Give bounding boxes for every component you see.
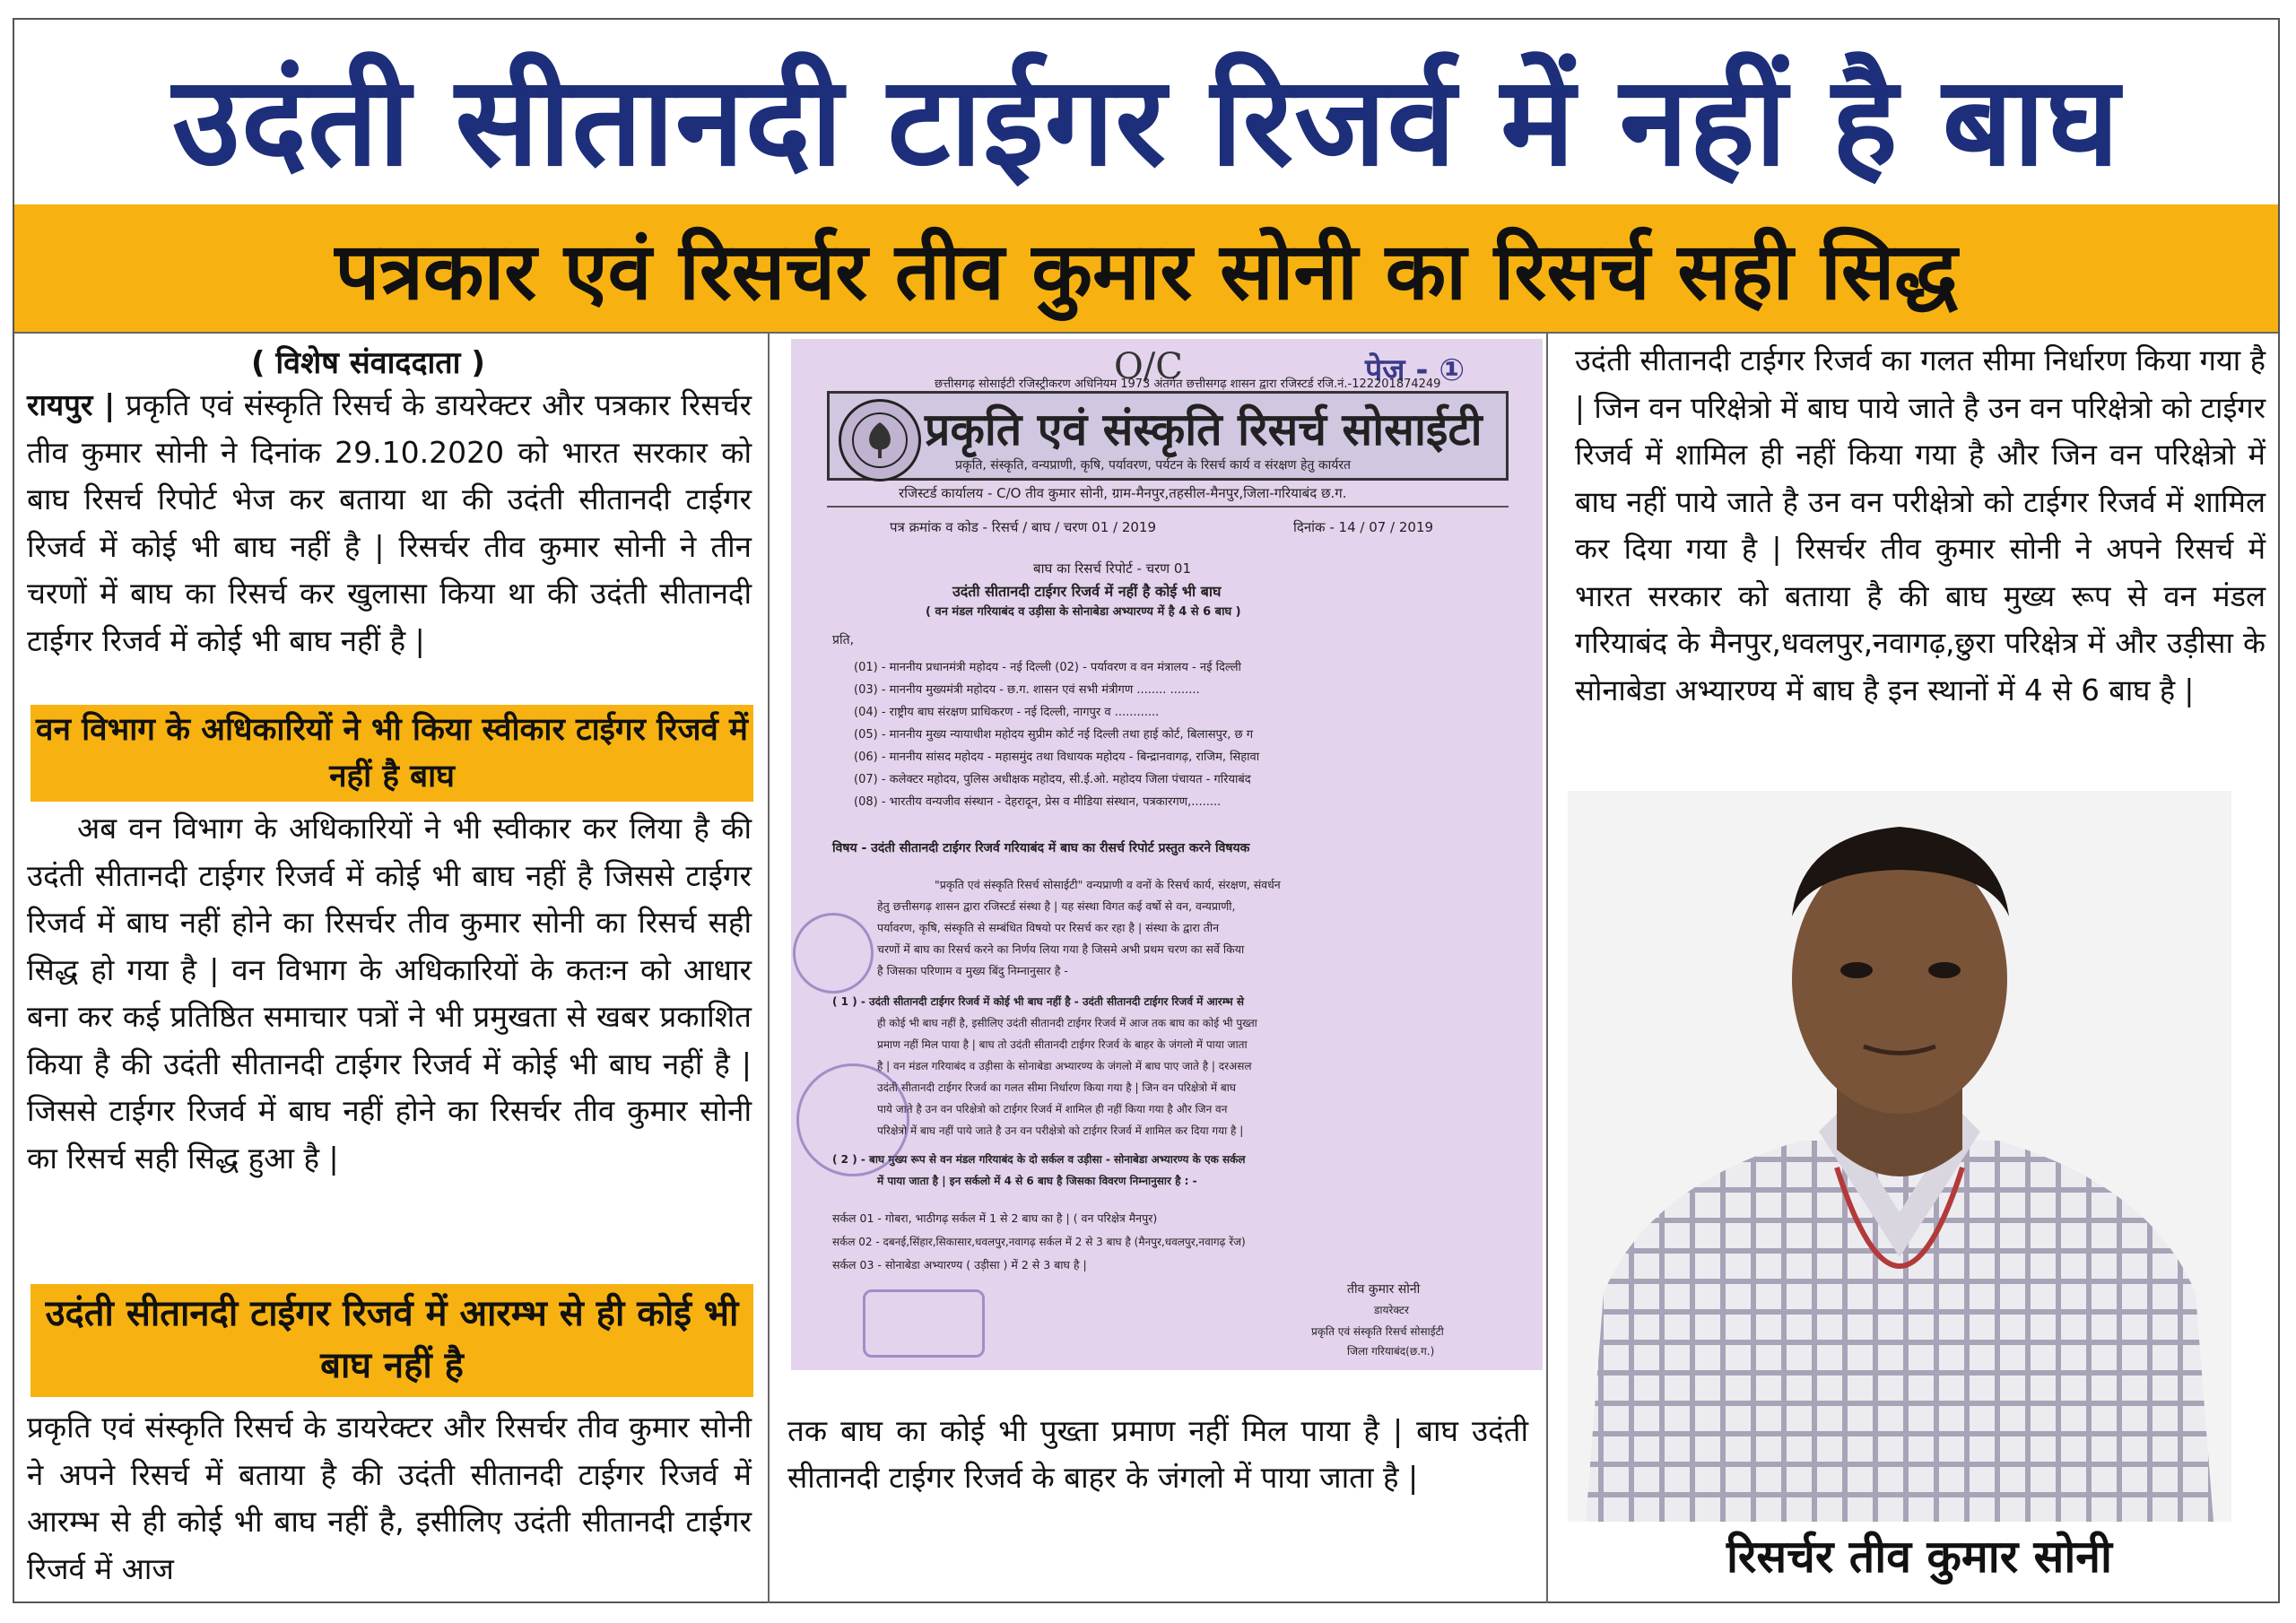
letter-body-line: हेतु छत्तीसगढ़ शासन द्वारा रजिस्टर्ड संस्था है | यह संस्था विगत कई वर्षो से वन, वन्यप्राणी, <box>877 899 1236 913</box>
received-stamp-icon <box>793 913 874 994</box>
letter-top-line: छत्तीसगढ़ सोसाईटी रजिस्ट्रीकरण अधिनियम 1973 अंतर्गत छत्तीसगढ़ शासन द्वारा रजिस्टर्ड रजि.नं.-122201874249 <box>935 378 1441 391</box>
letter-recipient: (06) - माननीय सांसद महोदय - महासमुंद तथा विधायक महोदय - बिन्द्रानवागढ़, राजिम, सिहावा <box>854 751 1260 764</box>
letter-report-title: बाघ का रिसर्च रिपोर्ट - चरण 01 <box>1033 560 1192 577</box>
col3-paragraph: उदंती सीतानदी टाईगर रिजर्व का गलत सीमा निर्धारण किया गया है | जिन वन परिक्षेत्रो में बाघ पाये जाते है उन वन परिक्षेत्रो को टाईगर रिजर्व में शामिल ही नहीं किया गया है और जिन वन परिक्षेत्रो में बाघ नहीं पाये जाते है उन वन परीक्षेत्रो को टाईगर रिजर्व में शामिल कर दिया गया है | रिसर्चर तीव कुमार सोनी ने अपने रिसर्च में भारत सरकार को बताया है की बाघ मुख्य रूप से वन मंडल गरियाबंद के मैनपुर,धवलपुर,नवागढ़,छुरा परिक्षेत्र में और उड़ीसा के सोनाबेडा अभ्यारण्य में बाघ है इन स्थानों में 4 से 6 बाघ है | <box>1575 343 2266 707</box>
letter-date: दिनांक - 14 / 07 / 2019 <box>1293 519 1434 535</box>
letter-body-line: है | वन मंडल गरियाबंद व उड़ीसा के सोनाबेडा अभ्यारण्य के जंगलो में बाघ पाए जाते है | दरअसल <box>877 1060 1252 1072</box>
letter-prati: प्रति, <box>832 633 855 647</box>
letter-org-name: प्रकृति एवं संस्कृति रिसर्च सोसाईटी <box>925 404 1483 456</box>
col1-paragraph-3: प्रकृति एवं संस्कृति रिसर्च के डायरेक्टर और रिसर्चर तीव कुमार सोनी ने अपने रिसर्च में बताया है की उदंती सीतानदी टाईगर रिजर्व में आरम्भ से ही कोई भी बाघ नहीं है, इसीलिए उदंती सीतानदी टाईगर रिजर्व में आज <box>27 1410 752 1586</box>
column-divider-1 <box>768 334 770 1603</box>
letter-body-line: उदंती सीतानदी टाईगर रिजर्व का गलत सीमा निर्धारण किया गया है | जिन वन परिक्षेत्रो में बाघ <box>877 1081 1236 1094</box>
letter-recipient: (05) - माननीय मुख्य न्यायाधीश महोदय सुप्रीम कोर्ट नई दिल्ली तथा हाई कोर्ट, बिलासपुर, छ ग <box>854 728 1254 742</box>
col1-para1-text: प्रकृति एवं संस्कृति रिसर्च के डायरेक्टर और पत्रकार रिसर्चर तीव कुमार सोनी ने दिनांक 29.10.2020 को भारत सरकार को बाघ रिसर्च रिपोर्ट भेज कर बताया था की उदंती सीतानदी टाईगर रिजर्व में कोई भी बाघ नहीं है | रिसर्चर तीव कुमार सोनी ने तीन चरणों में बाघ का रिसर्च कर खुलासा किया था की उदंती सीतानदी टाईगर रिजर्व में कोई भी बाघ नहीं है | <box>27 387 752 658</box>
byline: ( विशेष संवाददाता ) <box>251 345 485 381</box>
col1-paragraph-1 <box>27 382 752 664</box>
letter-sign-name: तीव कुमार सोनी <box>1347 1282 1421 1297</box>
col2-paragraph: तक बाघ का कोई भी पुख्ता प्रमाण नहीं मिल पाया है | बाघ उदंती सीतानदी टाईगर रिजर्व के बाहर के जंगलो में पाया जाता है | <box>787 1413 1528 1495</box>
letter-circle-line: सर्कल 03 - सोनाबेडा अभ्यारण्य ( उड़ीसा ) में 2 से 3 बाघ है | <box>832 1258 1087 1271</box>
column-divider-2 <box>1546 334 1548 1603</box>
letter-recipient: (08) - भारतीय वन्यजीव संस्थान - देहरादून, प्रेस व मीडिया संस्थान, पत्रकारगण,........ <box>854 795 1222 809</box>
letter-rule <box>827 506 1509 508</box>
letter-body-line: ही कोई भी बाघ नहीं है, इसीलिए उदंती सीतानदी टाईगर रिजर्व में आज तक बाघ का कोई भी पुख्ता <box>877 1017 1257 1029</box>
letter-address: रजिस्टर्ड कार्यालय - C/O तीव कुमार सोनी, ग्राम-मैनपुर,तहसील-मैनपुर,जिला-गरियाबंद छ.ग. <box>899 485 1347 501</box>
letter-ref: पत्र क्रमांक व कोड - रिसर्च / बाघ / चरण 01 / 2019 <box>890 519 1157 535</box>
letter-banner <box>827 391 1509 481</box>
letter-recipient: (07) - कलेक्टर महोदय, पुलिस अधीक्षक महोदय, सी.ई.ओ. महोदय जिला पंचायत - गरियाबंद <box>854 773 1251 786</box>
letter-recipient: (01) - माननीय प्रधानमंत्री महोदय - नई दिल्ली (02) - पर्यावरण व वन मंत्रालय - नई दिल्ली <box>854 661 1241 674</box>
letter-body-line: प्रमाण नहीं मिल पाया है | बाघ तो उदंती सीतानदी टाईगर रिजर्व के बाहर के जंगलो में पाया जाता <box>877 1038 1248 1051</box>
research-letter-image <box>791 339 1543 1370</box>
letter-page-label: पेज - ① <box>1365 352 1465 388</box>
letter-subject: विषय - उदंती सीतानदी टाईगर रिजर्व गरियाबंद में बाघ का रीसर्च रिपोर्ट प्रस्तुत करने विषयक <box>832 841 1250 855</box>
handwritten-oc: O/C <box>1114 346 1183 387</box>
col1-paragraph-2: अब वन विभाग के अधिकारियों ने भी स्वीकार कर लिया है की उदंती सीतानदी टाईगर रिजर्व में कोई भी बाघ नहीं है जिससे टाईगर रिजर्व में बाघ नहीं होने का रिसर्चर तीव कुमार सोनी का रिसर्च सही सिद्ध हो गया है | वन विभाग के अधिकारियों के कतःन को आधार बना कर कई प्रतिष्ठित समाचार पत्रों ने भी प्रमुखता से खबर प्रकाशित किया है की उदंती सीतानदी टाईगर रिजर्व में कोई भी बाघ नहीं है | जिससे टाईगर रिजर्व में बाघ नहीं होने का रिसर्चर तीव कुमार सोनी का रिसर्च सही सिद्ध हुआ है | <box>27 811 752 1176</box>
letter-org-sub: प्रकृति, संस्कृति, वन्यप्राणी, कृषि, पर्यावरण, पर्यटन के रिसर्च कार्य व संरक्षण हेतु कार्यरत <box>955 458 1352 473</box>
letter-report-line1: उदंती सीतानदी टाईगर रिजर्व में नहीं है कोई भी बाघ <box>952 583 1222 600</box>
letter-body-line: पाये जाते है उन वन परिक्षेत्रो को टाईगर रिजर्व में शामिल ही नहीं किया गया है और जिन वन <box>877 1103 1228 1115</box>
letter-sign-org1: प्रकृति एवं संस्कृति रिसर्च सोसाईटी <box>1311 1325 1444 1338</box>
letter-body-line: में पाया जाता है | इन सर्कलो में 4 से 6 बाघ है जिसका विवरण निम्नानुसार है : - <box>877 1175 1197 1187</box>
society-logo-icon <box>839 399 921 482</box>
researcher-photo <box>1568 791 2231 1522</box>
letter-recipient: (04) - राष्ट्रीय बाघ संरक्षण प्राधिकरण - नई दिल्ली, नागपुर व ............ <box>854 706 1160 719</box>
header-divider <box>14 332 2278 334</box>
subheadline: पत्रकार एवं रिसर्चर तीव कुमार सोनी का रिसर्च सही सिद्ध <box>14 204 2278 332</box>
letter-report-line2: ( वन मंडल गरियाबंद व उड़ीसा के सोनाबेडा अभ्यारण्य में है 4 से 6 बाघ ) <box>926 605 1241 619</box>
headline: उदंती सीतानदी टाईगर रिजर्व में नहीं है बाघ <box>172 49 2120 194</box>
clerk-stamp-icon <box>863 1289 985 1358</box>
letter-body-line: पर्यावरण, कृषि, संस्कृति से सम्बंधित विषयो पर रिसर्च कर रहा है | संस्था के द्वारा तीन <box>877 921 1220 934</box>
letter-body-line: चरणों में बाघ का रिसर्च करने का निर्णय लिया गया है जिसमे अभी प्रथम चरण का सर्वे किया <box>877 942 1245 956</box>
letter-body-line: है जिसका परिणाम व मुख्य बिंदु निम्नानुसार है - <box>877 964 1068 977</box>
letter-sign-title: डायरेक्टर <box>1374 1304 1409 1316</box>
letter-body-line: "प्रकृति एवं संस्कृति रिसर्च सोसाईटी" वन्यप्राणी व वनों के रिसर्च कार्य, संरक्षण, संवर्धन <box>935 878 1281 891</box>
letter-circle-line: सर्कल 01 - गोबरा, भाठीगढ़ सर्कल में 1 से 2 बाघ का है | ( वन परिक्षेत्र मैनपुर) <box>832 1211 1158 1225</box>
letter-sign-org2: जिला गरियाबंद(छ.ग.) <box>1347 1345 1435 1358</box>
letter-recipient: (03) - माननीय मुख्यमंत्री महोदय - छ.ग. शासन एवं सभी मंत्रीगण ........ ........ <box>854 683 1200 697</box>
letter-circle-line: सर्कल 02 - दबनई,सिंहार,सिकासार,धवलपुर,नवागढ़ सर्कल में 2 से 3 बाघ है (मैनपुर,धवलपुर,नवागढ़ रेंज) <box>832 1236 1246 1248</box>
letter-body-line: ( 2 ) - बाघ मुख्य रूप से वन मंडल गरियाबंद के दो सर्कल व उड़ीसा - सोनाबेडा अभ्यारण्य के एक सर्कल <box>832 1153 1246 1166</box>
dateline: रायपुर | <box>27 387 116 422</box>
col1-subhead-forest-dept: वन विभाग के अधिकारियों ने भी किया स्वीकार टाईगर रिजर्व में नहीं है बाघ <box>30 705 753 802</box>
office-seal-icon <box>796 1063 909 1176</box>
photo-caption: रिसर्चर तीव कुमार सोनी <box>1726 1531 2113 1583</box>
letter-body-line: परिक्षेत्रो में बाघ नहीं पाये जाते है उन वन परीक्षेत्रो को टाईगर रिजर्व में शामिल कर दिया गया है | <box>877 1124 1244 1137</box>
letter-body-line: ( 1 ) - उदंती सीतानदी टाईगर रिजर्व में कोई भी बाघ नहीं है - उदंती सीतानदी टाईगर रिजर्व में आरम्भ से <box>832 995 1245 1008</box>
col1-subhead-no-tiger: उदंती सीतानदी टाईगर रिजर्व में आरम्भ से ही कोई भी बाघ नहीं है <box>30 1284 753 1397</box>
